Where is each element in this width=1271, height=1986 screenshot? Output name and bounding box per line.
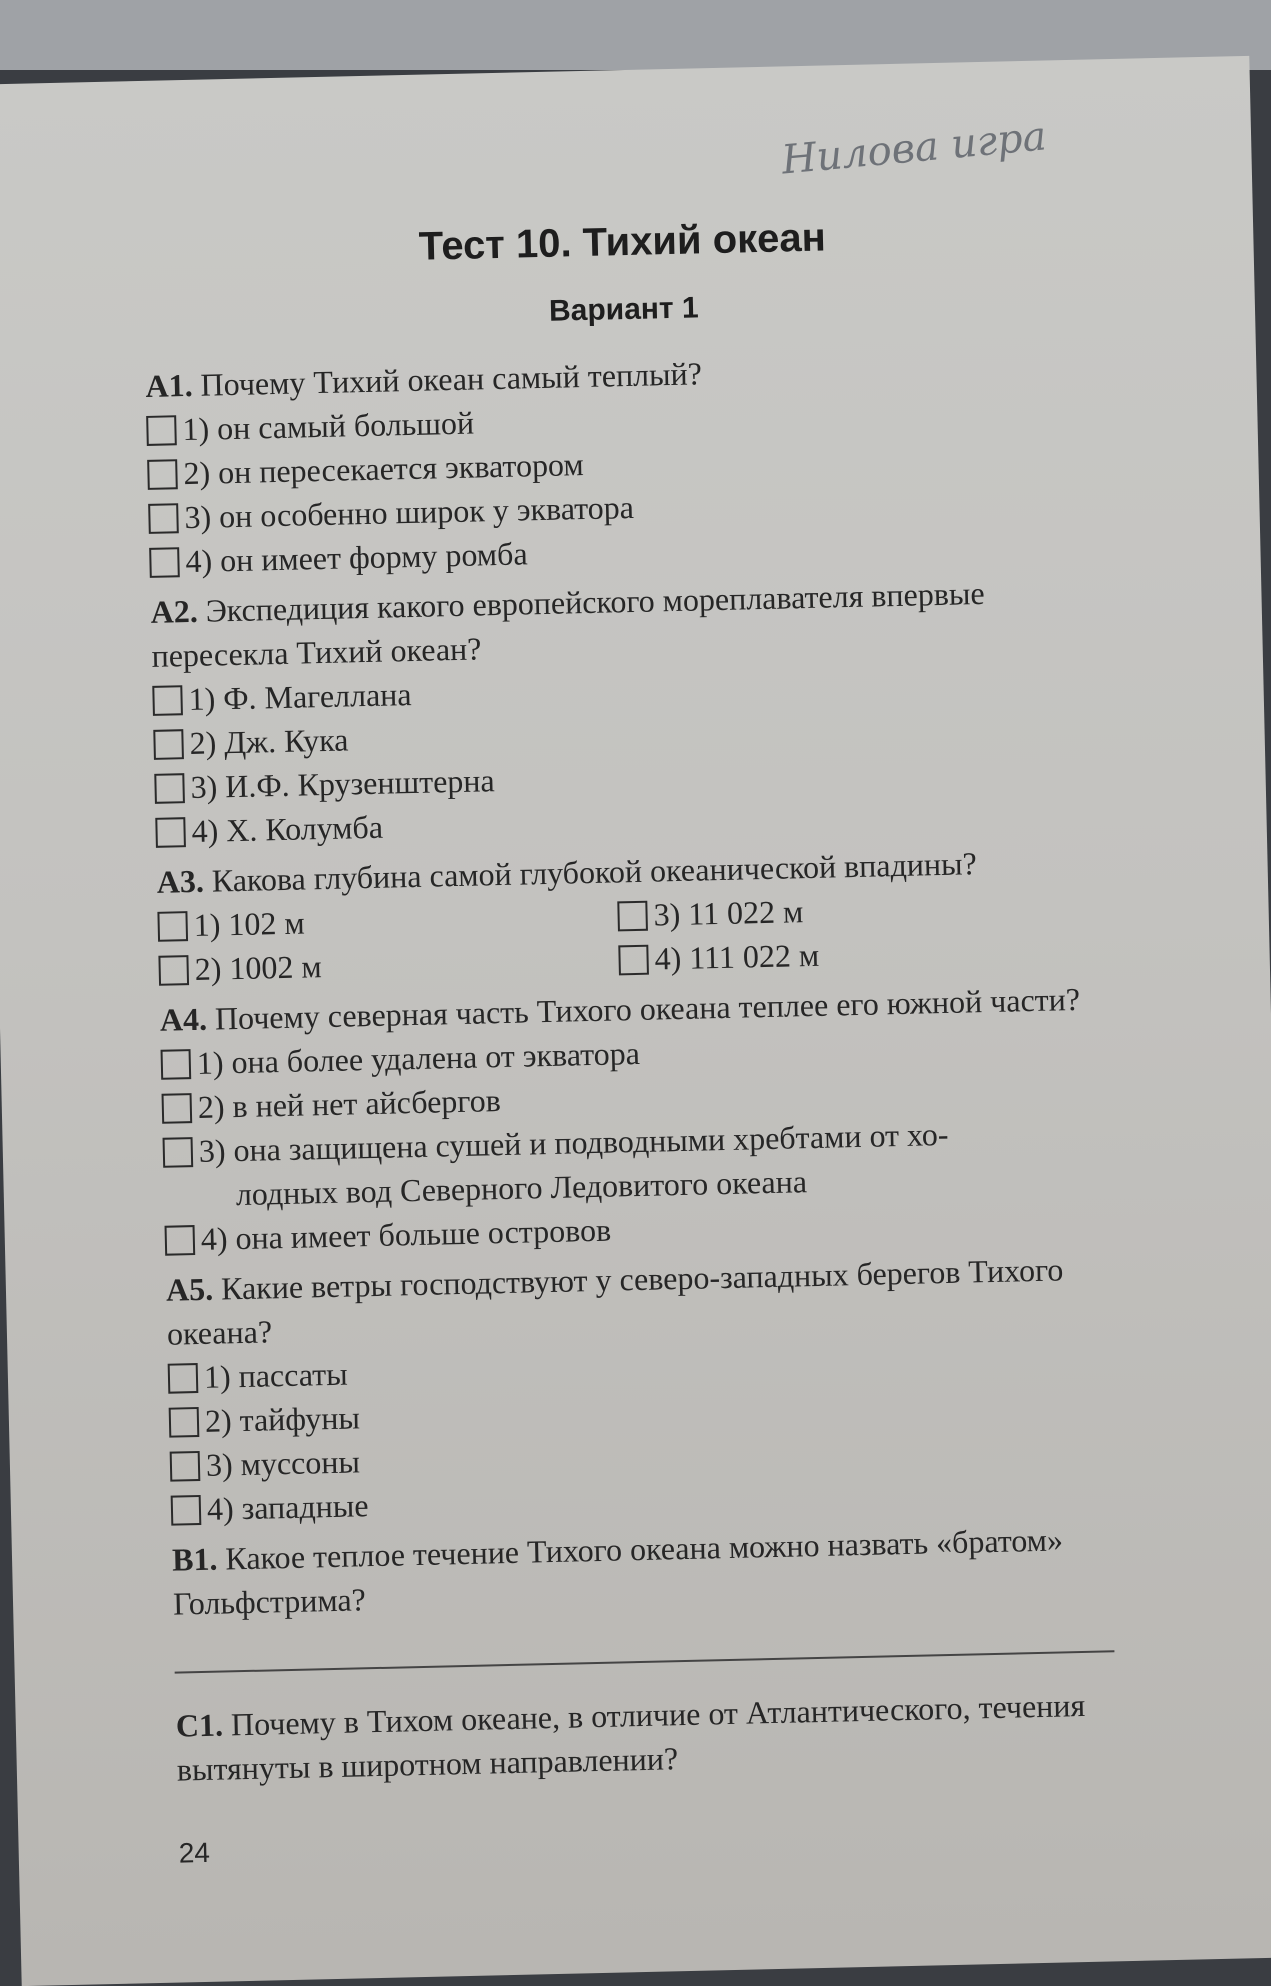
answer-checkbox[interactable] bbox=[171, 1495, 202, 1526]
question-text: Почему северная часть Тихого океана теплее его южной части? bbox=[214, 980, 1081, 1037]
option-label: 4) он имеет форму ромба bbox=[185, 535, 528, 580]
options-column-right bbox=[617, 883, 1079, 981]
answer-checkbox[interactable] bbox=[147, 459, 178, 490]
book-page bbox=[0, 56, 1271, 1986]
answer-checkbox[interactable] bbox=[162, 1093, 193, 1124]
option-label: 1) 102 м bbox=[193, 904, 305, 943]
handwritten-note: Нилова игра bbox=[779, 113, 1048, 184]
option-label-continued: лодных вод Северного Ледовитого океана bbox=[235, 1163, 808, 1213]
answer-checkbox[interactable] bbox=[157, 911, 188, 942]
options-column-left bbox=[157, 893, 619, 991]
question-text: Почему в Тихом океане, в отличие от Атлантического, течения вытянуты в широтном направлении? bbox=[176, 1686, 1086, 1788]
answer-checkbox[interactable] bbox=[149, 547, 180, 578]
question-number: A2. bbox=[150, 592, 199, 630]
question-text: Какова глубина самой глубокой океанической впадины? bbox=[211, 845, 978, 899]
option-label: 4) западные bbox=[206, 1487, 369, 1527]
test-content bbox=[142, 209, 1139, 1869]
option-label: 2) он пересекается экватором bbox=[183, 446, 584, 492]
answer-checkbox[interactable] bbox=[170, 1451, 201, 1482]
option-label: 3) она защищена сушей и подводными хребтами от хо- bbox=[198, 1115, 949, 1169]
question-number: A1. bbox=[145, 366, 193, 404]
question-c1 bbox=[175, 1682, 1137, 1792]
answer-line[interactable] bbox=[175, 1648, 1115, 1673]
option-label: 1) пассаты bbox=[203, 1355, 348, 1395]
answer-checkbox[interactable] bbox=[152, 685, 183, 716]
answer-checkbox[interactable] bbox=[154, 773, 185, 804]
option-label: 2) в ней нет айсбергов bbox=[197, 1082, 502, 1125]
question-number: A4. bbox=[159, 1000, 208, 1038]
variant-heading: Вариант 1 bbox=[548, 291, 700, 328]
answer-checkbox[interactable] bbox=[158, 955, 189, 986]
question-number: A5. bbox=[165, 1270, 214, 1308]
option-label: 1) он самый большой bbox=[182, 404, 475, 448]
page-title: Тест 10. Тихий океан bbox=[418, 215, 827, 269]
option bbox=[158, 937, 619, 991]
option-label: 3) муссоны bbox=[205, 1443, 361, 1483]
answer-checkbox[interactable] bbox=[165, 1225, 196, 1256]
question-text: Какое теплое течение Тихого океана можно назвать «братом» Гольфстрима? bbox=[172, 1521, 1064, 1622]
answer-checkbox[interactable] bbox=[168, 1363, 199, 1394]
option-label: 4) 111 022 м bbox=[654, 936, 820, 977]
option bbox=[618, 927, 1079, 981]
option-label: 3) он особенно широк у экватора bbox=[184, 488, 635, 536]
answer-checkbox[interactable] bbox=[153, 729, 184, 760]
option-label: 4) она имеет больше островов bbox=[200, 1211, 612, 1257]
answer-checkbox[interactable] bbox=[146, 415, 177, 446]
question-text: Какие ветры господствуют у северо-западных берегов Тихого океана? bbox=[166, 1251, 1064, 1352]
answer-checkbox[interactable] bbox=[618, 945, 649, 976]
option-label: 4) Х. Колумба bbox=[191, 808, 384, 850]
option-label: 3) 11 022 м bbox=[653, 893, 804, 933]
question-text: Экспедиция какого европейского мореплавателя впервые пересекла Тихий океан? bbox=[151, 574, 985, 674]
question-number: C1. bbox=[175, 1706, 224, 1744]
answer-checkbox[interactable] bbox=[148, 503, 179, 534]
answer-checkbox[interactable] bbox=[617, 901, 648, 932]
option-label: 1) Ф. Магеллана bbox=[188, 676, 412, 718]
option-label: 1) она более удалена от экватора bbox=[196, 1034, 641, 1081]
option-label: 2) 1002 м bbox=[194, 948, 322, 987]
question-text: Почему Тихий океан самый теплый? bbox=[200, 355, 703, 403]
option-label: 2) Дж. Кука bbox=[189, 721, 349, 762]
answer-checkbox[interactable] bbox=[163, 1137, 194, 1168]
question-number: A3. bbox=[156, 862, 205, 900]
question-b1 bbox=[172, 1516, 1134, 1626]
answer-checkbox[interactable] bbox=[155, 817, 186, 848]
answer-checkbox[interactable] bbox=[161, 1049, 192, 1080]
option-label: 2) тайфуны bbox=[204, 1399, 361, 1439]
question-number: B1. bbox=[171, 1540, 218, 1578]
option-label: 3) И.Ф. Крузенштерна bbox=[190, 762, 496, 806]
answer-checkbox[interactable] bbox=[169, 1407, 200, 1438]
page-number: 24 bbox=[178, 1836, 211, 1869]
